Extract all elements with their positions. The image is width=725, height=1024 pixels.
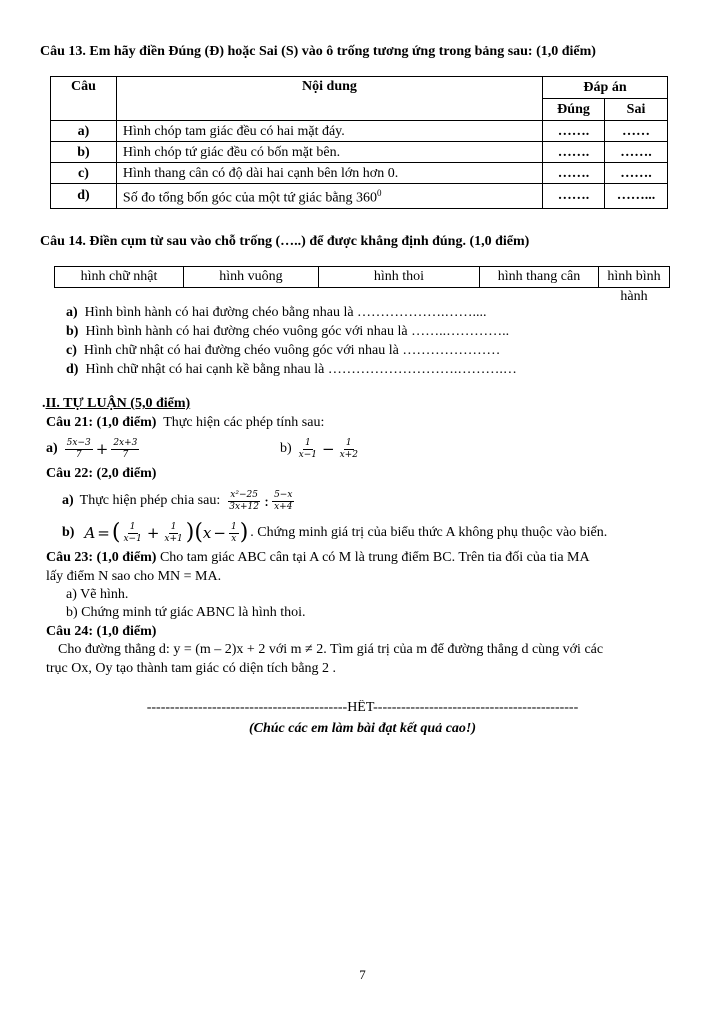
header-cau: Câu xyxy=(51,77,117,121)
header-dung: Đúng xyxy=(543,99,605,121)
fill-blank[interactable]: Hình chữ nhật có hai cạnh kề bằng nhau là ……………………….……….… xyxy=(85,362,517,377)
answer-dung-d[interactable]: ……. xyxy=(543,184,605,209)
header-noi-dung: Nội dung xyxy=(116,77,542,121)
q22-b: b) A = ( $\frac{1}{x-1}$ + $\frac{1}{x+1}$ ) ( x − $\frac{1}{x}$ ) . Chứng minh giá trị của biểu thức A không phụ thuộc vào biến. xyxy=(62,520,608,545)
fill-blank[interactable]: Hình bình hành có hai đường chéo vuông góc với nhau là ……..………….. xyxy=(85,324,510,339)
q24-title: Câu 24: (1,0 điểm) xyxy=(46,624,157,639)
q23-line2: lấy điểm N sao cho MN = MA. xyxy=(46,569,222,584)
fill-blank[interactable]: Hình bình hành có hai đường chéo bằng nhau là ……………….…….... xyxy=(84,305,487,320)
table-row: b) Hình chóp tứ giác đều có bốn mặt bên. ……. ……. xyxy=(51,142,668,163)
q21-a: a) $\frac{5x-3}{7}$ + $\frac{2x+3}{7}$ xyxy=(46,437,138,460)
fraction: $\frac{5-x}{x+4}$ xyxy=(274,489,293,512)
closing-wish: (Chúc các em làm bài đạt kết quả cao!) xyxy=(248,721,477,736)
q21-line: Câu 21: (1,0 điểm) Thực hiện các phép tính sau: xyxy=(46,415,325,430)
answer-sai-a[interactable]: …… xyxy=(605,121,668,142)
q21-b: b) $\frac{1}{x-1}$ − $\frac{1}{x+2}$ xyxy=(280,437,358,460)
end-line: -------------------------------------------HẾT-------------------------------------------- xyxy=(146,700,579,715)
q23-line1: Câu 23: (1,0 điểm) Cho tam giác ABC cân tại A có M là trung điểm BC. Trên tia đối của tia MA xyxy=(46,550,590,565)
list-item: d) Hình chữ nhật có hai cạnh kề bằng nhau là ……………………….……….… xyxy=(66,362,517,377)
header-sai: Sai xyxy=(605,99,668,121)
q14-title: Câu 14. Điền cụm từ sau vào chỗ trống (…..) để được khẳng định đúng. (1,0 điểm) xyxy=(40,234,530,249)
word-bank-item: hình bình hành xyxy=(607,269,661,304)
fraction: $\frac{\text{x²−25}}{3x+12}$ xyxy=(229,489,260,512)
table-row: d) Số đo tổng bốn góc của một tứ giác bằng $360^0$ ……. ……... xyxy=(51,184,668,209)
fraction: $\frac{1}{x}$ xyxy=(230,521,237,544)
q24-line1: Cho đường thẳng d: y = (m – 2)x + 2 với m ≠ 2. Tìm giá trị của m để đường thẳng d cùng với các xyxy=(58,642,604,657)
q13-table xyxy=(50,76,668,209)
q23-a: a) Vẽ hình. xyxy=(66,587,129,602)
q24-line2: trục Ox, Oy tạo thành tam giác có diện tích bằng 2 . xyxy=(46,661,337,676)
q23-b: b) Chứng minh tứ giác ABNC là hình thoi. xyxy=(66,605,306,620)
word-bank-item: hình vuông xyxy=(184,267,319,287)
q22-title: Câu 22: (2,0 điểm) xyxy=(46,466,157,481)
fraction: $\frac{5x-3}{7}$ xyxy=(66,437,91,460)
section-heading: .II. TỰ LUẬN (5,0 điểm) xyxy=(42,396,191,411)
answer-sai-b[interactable]: ……. xyxy=(605,142,668,163)
fill-blank[interactable]: Hình chữ nhật có hai đường chéo vuông góc với nhau là ………………… xyxy=(83,343,501,358)
word-bank-item: hình chữ nhật xyxy=(55,267,184,287)
list-item: b) Hình bình hành có hai đường chéo vuông góc với nhau là ……..………….. xyxy=(66,324,510,339)
answer-sai-d[interactable]: ……... xyxy=(605,184,668,209)
answer-dung-b[interactable]: ……. xyxy=(543,142,605,163)
q13-title: Câu 13. Em hãy điền Đúng (Đ) hoặc Sai (S) vào ô trống tương ứng trong bảng sau: (1,0 điểm) xyxy=(40,44,596,59)
fraction: $\frac{1}{x-1}$ xyxy=(123,521,142,544)
q22-a: a) Thực hiện phép chia sau: $\frac{\text{x²−25}}{3x+12}$ : $\frac{5-x}{x+4}$ xyxy=(62,489,293,512)
fraction: $\frac{2x+3}{7}$ xyxy=(113,437,138,460)
word-bank xyxy=(54,266,670,304)
word-bank-item: hình thang cân xyxy=(480,267,599,287)
header-dap-an: Đáp án xyxy=(543,77,668,99)
answer-dung-c[interactable]: ……. xyxy=(543,163,605,184)
fraction: $\frac{1}{x-1}$ xyxy=(298,437,318,460)
fraction: $\frac{1}{x+2}$ xyxy=(339,437,358,460)
table-row: a) Hình chóp tam giác đều có hai mặt đáy. ……. …… xyxy=(51,121,668,142)
table-row: c) Hình thang cân có độ dài hai cạnh bên lớn hơn 0. ……. ……. xyxy=(51,163,668,184)
answer-sai-c[interactable]: ……. xyxy=(605,163,668,184)
page-number: 7 xyxy=(359,967,366,982)
answer-dung-a[interactable]: ……. xyxy=(543,121,605,142)
word-bank-item: hình thoi xyxy=(319,267,480,287)
list-item: a) Hình bình hành có hai đường chéo bằng nhau là ……………….…….... xyxy=(66,305,487,320)
list-item: c) Hình chữ nhật có hai đường chéo vuông góc với nhau là ………………… xyxy=(66,343,501,358)
fraction: $\frac{1}{x+1}$ xyxy=(164,521,183,544)
